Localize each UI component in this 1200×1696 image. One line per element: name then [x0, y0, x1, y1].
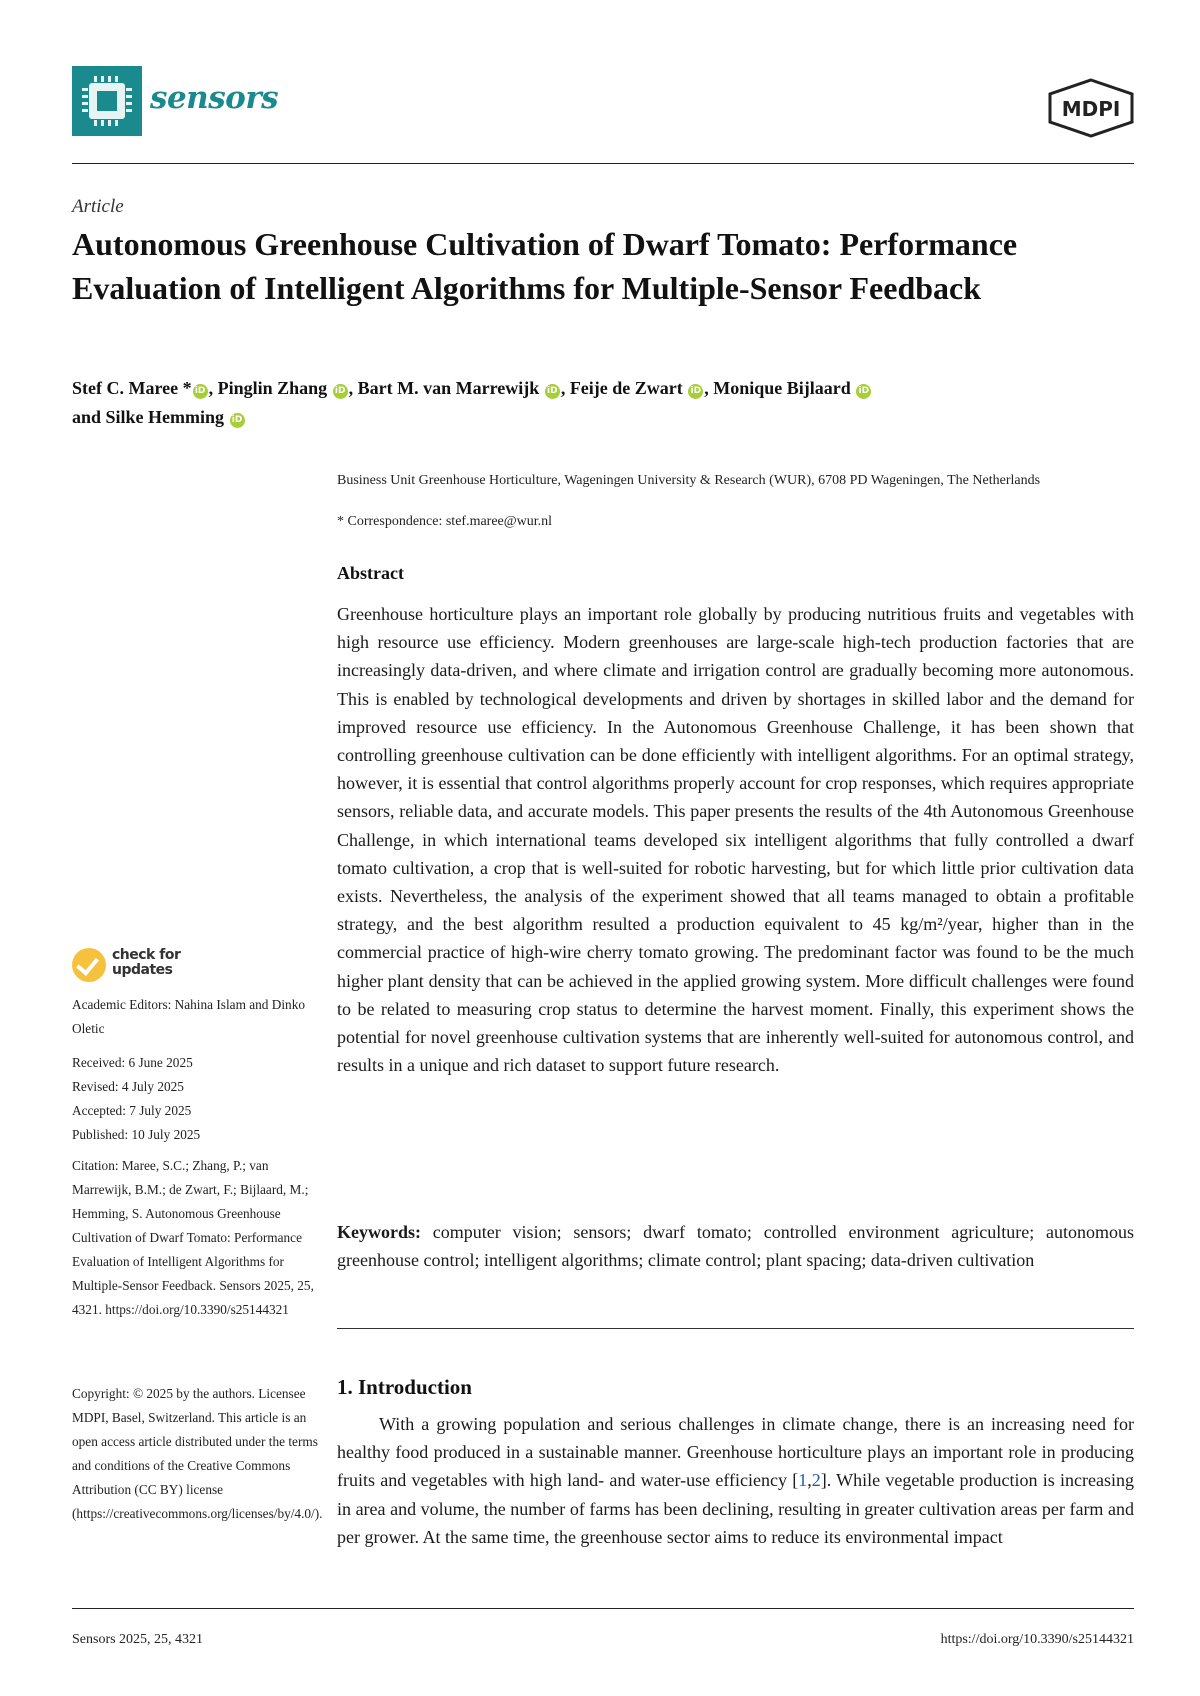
orcid-icon[interactable]: iD — [333, 384, 348, 399]
keywords-label: Keywords: — [337, 1222, 421, 1242]
introduction-text: With a growing population and serious challenges in climate change, there is an increasing need for healthy food produced in a sustainable manner. Greenhouse horticulture plays an important role in producing fruits and vegetables with high land- and water-use efficiency [1,2]. While vegetable production is increasing in area and volume, the number of farms has been declining, resulting in greater cultivation areas per farm and per grower. At the same time, the greenhouse sector aims to reduce its environmental impact — [337, 1414, 1134, 1547]
orcid-icon[interactable]: iD — [230, 413, 245, 428]
reference-link[interactable]: 1 — [798, 1470, 808, 1491]
author-name: Bart M. van Marrewijk — [357, 378, 540, 398]
keywords-text: computer vision; sensors; dwarf tomato; controlled environment agriculture; autonomous greenhouse control; intelligent algorithms; climate control; plant spacing; data-driven cultivation — [337, 1222, 1134, 1271]
chip-logo-icon — [89, 83, 125, 119]
orcid-icon[interactable]: iD — [545, 384, 560, 399]
orcid-icon[interactable]: iD — [193, 384, 208, 399]
journal-logo-icon — [72, 66, 142, 136]
article-type: Article — [72, 196, 124, 217]
mdpi-logo-text: MDPI — [1061, 97, 1121, 121]
footer-doi-link[interactable]: https://doi.org/10.3390/s25144321 — [940, 1632, 1134, 1647]
orcid-icon[interactable]: iD — [856, 384, 871, 399]
accepted-date: Accepted: 7 July 2025 — [72, 1103, 192, 1118]
publication-dates — [72, 1051, 322, 1147]
received-date: Received: 6 June 2025 — [72, 1055, 193, 1070]
published-date: Published: 10 July 2025 — [72, 1127, 201, 1142]
author-name: Stef C. Maree * — [72, 378, 192, 398]
check-for-updates-badge[interactable]: check for updates — [72, 948, 212, 988]
mdpi-logo-icon — [1046, 78, 1136, 138]
author-name: and Silke Hemming — [72, 407, 225, 427]
section-divider — [337, 1328, 1134, 1329]
author-list: Stef C. Maree * iD , Pinglin Zhang iD , Bart M. van Marrewijk iD , Feije de Zwart iD , Monique Bijlaard iD and Silke Hemming iD — [72, 374, 1142, 432]
reference-link[interactable]: 2 — [811, 1470, 821, 1491]
affiliation: Business Unit Greenhouse Horticulture, Wageningen University & Research (WUR), 6708 PD Wageningen, The Netherlands — [337, 473, 1041, 488]
author-name: Feije de Zwart — [569, 378, 683, 398]
author-name: Monique Bijlaard — [713, 378, 851, 398]
academic-editors: Academic Editors: Nahina Islam and Dinko Oletic — [72, 997, 306, 1036]
footer-journal-citation: Sensors 2025, 25, 4321 — [72, 1632, 204, 1647]
abstract-text: Greenhouse horticulture plays an important role globally by producing nutritious fruits and vegetables with high resource use efficiency. Modern greenhouses are large-scale high-tech production factories that are increasingly data-driven, and where climate and irrigation control are gradually becoming more autonomous. This is enabled by technological developments and driven by shortages in skilled labor and the demand for improved resource use efficiency. In the Autonomous Greenhouse Challenge, it has been shown that controlling greenhouse cultivation can be done efficiently with intelligent algorithms. For an optimal strategy, however, it is essential that control algorithms properly account for crop responses, which requires appropriate sensors, reliable data, and accurate models. This paper presents the results of the 4th Autonomous Greenhouse Challenge, in which international teams developed six intelligent algorithms that fully controlled a dwarf tomato cultivation, a crop that is well-suited for robotic harvesting, but for which little prior cultivation data exists. Nevertheless, the analysis of the experiment showed that all teams managed to obtain a profitable strategy, and the best algorithm resulted a production equivalent to 45 kg/m²/year, higher than in the commercial practice of high-wire cherry tomato growing. The predominant factor was found to be the much higher plant density that can be achieved in the applied growing system. More difficult challenges were found to be related to measuring crop status to determine the harvest moment. Finally, this experiment shows the potential for novel greenhouse cultivation systems that are inherently well-suited for autonomous control, and results in a unique and rich dataset to support future research. — [337, 604, 1134, 1076]
keywords — [337, 1218, 1134, 1274]
journal-name: sensors — [150, 80, 279, 116]
section-heading-introduction: 1. Introduction — [337, 1375, 472, 1399]
orcid-icon[interactable]: iD — [688, 384, 703, 399]
author-name: Pinglin Zhang — [217, 378, 328, 398]
correspondence: * Correspondence: stef.maree@wur.nl — [337, 514, 553, 529]
revised-date: Revised: 4 July 2025 — [72, 1079, 184, 1094]
citation: Citation: Maree, S.C.; Zhang, P.; van Marrewijk, B.M.; de Zwart, F.; Bijlaard, M.; Hemming, S. Autonomous Greenhouse Cultivation of Dwarf Tomato: Performance Evaluation of Intelligent Algorithms for Multiple-Sensor Feedback. Sensors 2025, 25, 4321. https://doi.org/10.3390/s25144321 — [72, 1158, 314, 1317]
footer-divider — [72, 1608, 1134, 1609]
abstract-heading: Abstract — [337, 563, 404, 583]
paper-title: Autonomous Greenhouse Cultivation of Dwarf Tomato: Performance Evaluation of Intelligent Algorithms for Multiple-Sensor Feedback — [72, 226, 1018, 306]
header-divider — [72, 163, 1134, 164]
copyright-notice: Copyright: © 2025 by the authors. Licensee MDPI, Basel, Switzerland. This article is an open access article distributed under the terms and conditions of the Creative Commons Attribution (CC BY) license (https://creativecommons.org/licenses/by/4.0/). — [72, 1386, 323, 1521]
check-updates-icon — [72, 948, 106, 982]
